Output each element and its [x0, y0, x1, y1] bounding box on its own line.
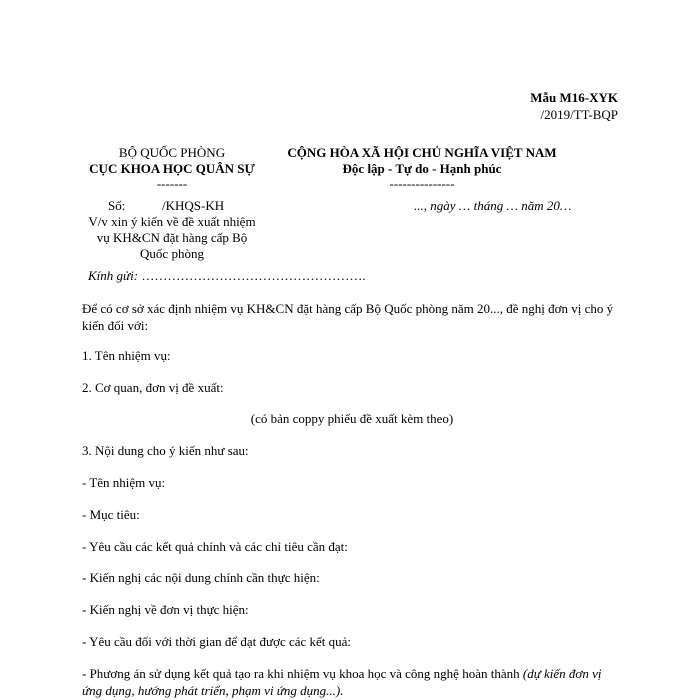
sub-item-unit: - Kiến nghị về đơn vị thực hiện: — [82, 602, 249, 617]
subject-line-3: Quốc phòng — [140, 246, 204, 261]
doc-number-code: /KHQS-KH — [162, 198, 225, 213]
sub-item-goal: - Mục tiêu: — [82, 507, 140, 522]
recipient-label: Kính gửi: — [88, 268, 139, 283]
form-code: Mẫu M16-XYK — [530, 90, 618, 105]
sub-item-plan-italic: (dự kiến đơn vị ứng dụng, hướng phát triển, phạm vi ứng dụng...). — [82, 666, 602, 698]
date-line: ..., ngày … tháng … năm 20… — [414, 198, 572, 213]
subject-line-2: vụ KH&CN đặt hàng cấp Bộ — [96, 230, 248, 245]
issuer-ministry: BỘ QUỐC PHÒNG — [118, 145, 226, 160]
doc-number-label: Số: — [108, 198, 126, 213]
sub-item-content: - Kiến nghị các nội dung chính cần thực hiện: — [82, 570, 320, 585]
national-divider: --------------- — [389, 176, 455, 191]
item-2: 2. Cơ quan, đơn vị đề xuất: — [82, 380, 224, 395]
sub-item-time: - Yêu cầu đối với thời gian để đạt được các kết quả: — [82, 634, 352, 649]
sub-item-plan-text: - Phương án sử dụng kết quả tạo ra khi nhiệm vụ khoa học và công nghệ hoàn thành — [82, 666, 523, 681]
sub-item-results: - Yêu cầu các kết quả chính và các chỉ tiêu cần đạt: — [82, 539, 348, 554]
form-number: /2019/TT-BQP — [540, 107, 618, 122]
intro-paragraph: Để có cơ sở xác định nhiệm vụ KH&CN đặt hàng cấp Bộ Quốc phòng năm 20..., đề nghị đơn vị cho ý kiến đối với: — [82, 301, 614, 333]
issuer-department: CỤC KHOA HỌC QUÂN SỰ — [89, 161, 255, 176]
issuer-divider: ------- — [156, 176, 188, 191]
sub-item-name: - Tên nhiệm vụ: — [82, 475, 166, 490]
sub-item-plan — [82, 665, 622, 699]
recipient-blank: ……………………………………………. — [138, 268, 366, 283]
item-3: 3. Nội dung cho ý kiến như sau: — [82, 443, 249, 458]
national-motto: Độc lập - Tự do - Hạnh phúc — [342, 161, 502, 176]
item-1: 1. Tên nhiệm vụ: — [82, 348, 171, 363]
subject-line-1: V/v xin ý kiến về đề xuất nhiệm — [88, 214, 256, 229]
national-title: CỘNG HÒA XÃ HỘI CHỦ NGHĨA VIỆT NAM — [287, 145, 557, 160]
attachment-note: (có bản coppy phiếu đề xuất kèm theo) — [250, 411, 454, 426]
